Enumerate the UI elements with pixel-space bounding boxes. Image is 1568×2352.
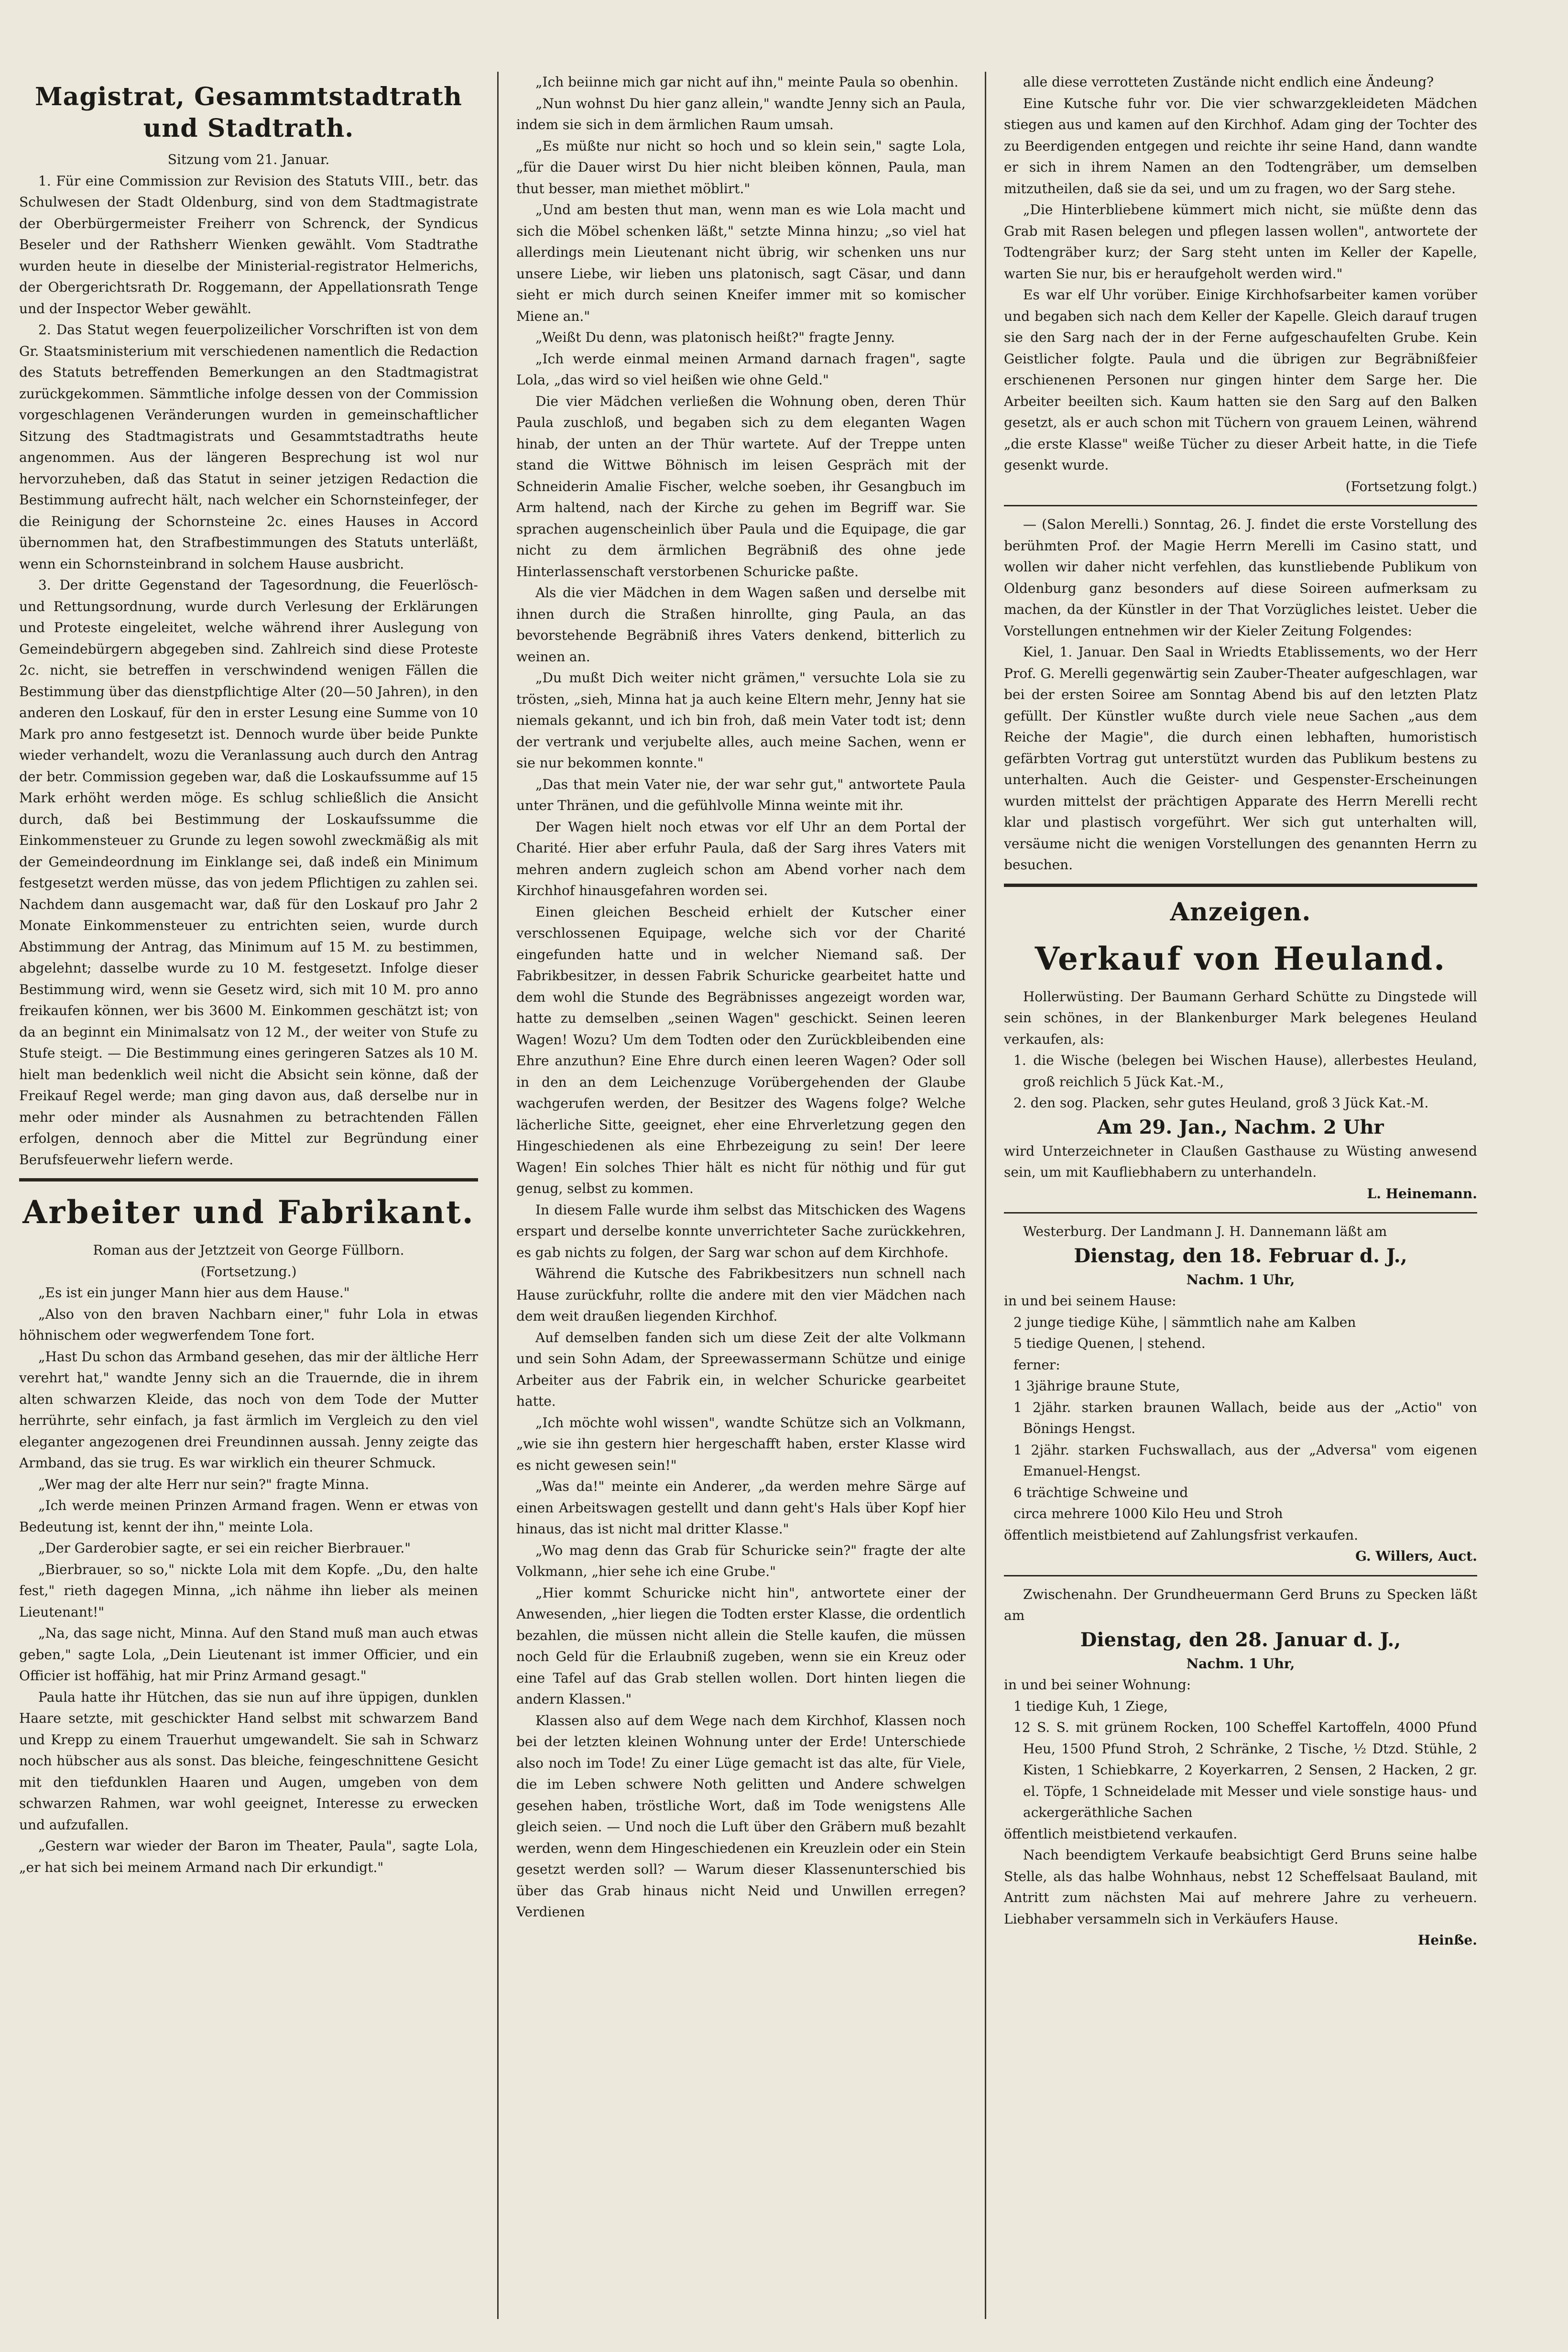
paragraph: Paula hatte ihr Hütchen, das sie nun auf ihre üppigen, dunklen Haare setzte, mit geschickter Hand selbst mit schwarzem Band und Krepp zu einem Trauerhut umgewandelt. Sie sah in Schwarz noch hübscher aus als sonst. Das bleiche, feingeschnittene Gesicht mit den tiefdunklen Haaren und Augen, umgeben von dem schwarzen Rahmen, war wohl geeignet, Interesse zu erwecken und aufzufallen. xyxy=(19,1689,478,1833)
paragraph: „Gestern war wieder der Baron im Theater, Paula", sagte Lola, „er hat sich bei meinem Armand nach Dir erkundigt." xyxy=(19,1838,478,1875)
paragraph: „Weißt Du denn, was platonisch heißt?" fragte Jenny. xyxy=(535,329,895,345)
ad-list-item: 1 tiedige Kuh, 1 Ziege, xyxy=(1013,1698,1168,1714)
novel-text-part3 xyxy=(1004,72,1477,476)
ad-westerburg-time: Nachm. 1 Uhr, xyxy=(1186,1271,1295,1288)
paragraph: „Hier kommt Schuricke nicht hin", antwortete einer der Anwesenden, „hier liegen die Todten erster Klasse, die ordentlich bezahlen, die müssen nicht allein die Stelle kaufen, die müssen noch Geld für die Erlaubniß zugeben, wenn sie ein Kreuz oder eine Tafel auf das Grab stellen wollen. Dort hinten liegen die andern Klassen." xyxy=(516,1585,966,1707)
ad-westerburg-items xyxy=(1004,1312,1477,1525)
ad-zwischenahn xyxy=(1004,1584,1477,1951)
ad-zwischenahn-body3: Nach beendigtem Verkaufe beabsichtigt Gerd Bruns seine halbe Stelle, als das halbe Wohnhaus, nebst 12 Scheffelsaat Bauland, mit Antritt zum nächsten Mai auf mehrere Jahre zu verheuern. Liebhaber versammeln sich in Verkäufers Hause. xyxy=(1004,1847,1477,1927)
ad-westerburg-body1: in und bei seinem Hause: xyxy=(1004,1293,1176,1309)
merelli-notice xyxy=(1004,514,1477,876)
newspaper-page xyxy=(19,72,1492,2319)
paragraph: Es war elf Uhr vorüber. Einige Kirchhofsarbeiter kamen vorüber und begaben sich nach dem Keller der Kapelle. Gleich darauf trugen sie den Sarg nach der in der Ferne aufgeschaufelten Grube. Kein Geistlicher folgte. Paula und die übrigen zur Begräbnißfeier erschienenen Personen nur gingen hinter dem Sarge her. Die Arbeiter beeilten sich. Kaum hatten sie den Sarg auf den Balken gesetzt, als er auch schon mit Tüchern von grauem Leinen, während „die erste Klasse" weiße Tücher zu dieser Arbeit hatte, in die Tiefe gesenkt wurde. xyxy=(1004,287,1477,473)
paragraph: „Es ist ein junger Mann hier aus dem Hause." xyxy=(38,1285,350,1301)
ad-list-item: 6 trächtige Schweine und xyxy=(1013,1484,1188,1500)
novel-continuation: (Fortsetzung.) xyxy=(200,1263,297,1280)
ad-westerburg-signature: G. Willers, Auct. xyxy=(1355,1548,1477,1564)
paragraph: „Nun wohnst Du hier ganz allein," wandte Jenny sich an Paula, indem sie sich in dem ärmlichen Raum umsah. xyxy=(516,95,966,132)
ad-list-item: 2 junge tiedige Kühe, | sämmtlich nahe am Kalben xyxy=(1013,1314,1356,1330)
heading-ads: Anzeigen. xyxy=(1170,897,1311,927)
ad-divider xyxy=(1004,1212,1477,1214)
ad-list-item: 12 S. S. mit grünem Rocken, 100 Scheffel Kartoffeln, 4000 Pfund Heu, 1500 Pfund Stroh, 2 Schränke, 2 Tische, ½ Dtzd. Stühle, 2 Kisten, 1 Schiebkarre, 2 Koyerkarren, 2 Sensen, 2 Hacken, 2 gr. el. Töpfe, 1 Schneidelade mit Messer und viele sonstige haus- und ackergeräthliche Sachen xyxy=(1013,1719,1477,1820)
ad-list-item: circa mehrere 1000 Kilo Heu und Stroh xyxy=(1013,1506,1283,1521)
ad-list-item: 1. die Wische (belegen bei Wischen Hause), allerbestes Heuland, groß reichlich 5 Jück Kat.-M., xyxy=(1013,1052,1477,1090)
paragraph: 2. Das Statut wegen feuerpolizeilicher Vorschriften ist von dem Gr. Staatsministerium mit verschiedenen namentlich die Redaction des Statuts betreffenden Bemerkungen an den Stadtmagistrat zurückgekommen. Sämmtliche infolge dessen von der Commission vorgeschlagenen Veränderungen wurden in gemeinschaftlicher Sitzung des Stadtmagistrats und Gesammtstadtraths heute angenommen. Aus der längeren Besprechung ist wol nur hervorzuheben, daß das Statut in seiner jetzigen Redaction die Bestimmung aufrecht hält, nach welcher ein Schornsteinfeger, der die Reinigung der Schornsteine 2c. eines Hauses in Accord übernommen hat, den Strafbestimmungen des Statuts unterläßt, wenn ein Schornsteinbrand in solchem Hause ausbricht. xyxy=(19,322,478,572)
ad-heuland-signature: L. Heinemann. xyxy=(1367,1185,1477,1202)
paragraph: Einen gleichen Bescheid erhielt der Kutscher einer verschlossenen Equipage, welche sich vor der Charité eingefunden hatte und in welcher Niemand saß. Der Fabrikbesitzer, in dessen Fabrik Schuricke gearbeitet hatte und dem wohl die Stunde des Begräbnisses angezeigt worden war, hatte zu demselben „seinen Wagen" geschickt. Seinen leeren Wagen! Wozu? Um dem Todten oder den Zurückbleibenden eine Ehre anzuthun? Eine Ehre durch einen leeren Wagen? Oder soll in den an dem Leichenzuge Vorübergehenden der Glaube wachgerufen werden, der Besitzer des Wagens folge? Welche lächerliche Sitte, geeignet, eher eine Ehrverletzung gegen den Hingeschiedenen als eine Ehrbezeigung zu sein! Der leere Wagen! Ein solches Thier hält es nicht für nöthig und für gut genug, selbst zu kommen. xyxy=(516,904,966,1196)
ad-list-item: 1 3jährige braune Stute, xyxy=(1013,1378,1180,1394)
ad-heuland xyxy=(1004,940,1477,1205)
heading-magistrat: Magistrat, Gesammtstadtrath und Stadtrath. xyxy=(35,82,462,143)
paragraph: 1. Für eine Commission zur Revision des Statuts VIII., betr. das Schulwesen der Stadt Oldenburg, sind von dem Stadtmagistrate der Oberbürgermeister Freiherr von Schrenck, der Syndicus Beseler und der Rathsherr Wienken gewählt. Vom Stadtrathe wurden heute in dieselbe der Ministerial-registrator Helmerichs, der Obergerichtsrath Dr. Roggemann, der Appellationsrath Tenge und der Inspector Weber gewählt. xyxy=(19,173,478,317)
paragraph: „Was da!" meinte ein Anderer, „da werden mehre Särge auf einen Arbeitswagen gestellt und dann geht's Hals über Kopf hier hinaus, das ist nicht mal dritter Klasse." xyxy=(516,1478,966,1537)
paragraph: „Das that mein Vater nie, der war sehr gut," antwortete Paula unter Thränen, und die gefühlvolle Minna weinte mit ihr. xyxy=(516,776,966,813)
novel-subtitle: Roman aus der Jetztzeit von George Füllborn. xyxy=(93,1242,404,1258)
paragraph: „Wer mag der alte Herr nur sein?" fragte Minna. xyxy=(38,1476,370,1492)
paragraph: „Ich möchte wohl wissen", wandte Schütze sich an Volkmann, „wie sie ihn gestern hier hergeschafft haben, erster Klasse wird es nicht gewesen sein!" xyxy=(516,1414,966,1473)
section-divider xyxy=(1004,505,1477,506)
ad-zwischenahn-time: Nachm. 1 Uhr, xyxy=(1186,1655,1295,1672)
continuation-note: (Fortsetzung folgt.) xyxy=(1345,478,1477,494)
paragraph: Klassen also auf dem Wege nach dem Kirchhof, Klassen noch bei der letzten kleinen Wohnung unter der Erde! Unterschiede also noch im Tode! Zu einer Lüge gemacht ist das alte, für Viele, die im Leben schwere Noth gelitten und Andere schwelgen gesehen haben, tröstliche Wort, daß im Tode wenigstens Alle gleich seien. — Und noch die Luft über den Gräbern muß bezahlt werden, wenn dem Hingeschiedenen ein Kreuzlein oder ein Stein gesetzt werden soll? — Warum dieser Klassenunterschied bis über das Grab hinaus nicht Neid und Unwillen erregen? Verdienen xyxy=(516,1712,966,1920)
ad-westerburg-intro: Westerburg. Der Landmann J. H. Dannemann läßt am xyxy=(1023,1224,1387,1239)
paragraph: „Ich werde einmal meinen Armand darnach fragen", sagte Lola, „das wird so viel heißen wie ohne Geld." xyxy=(516,350,966,388)
paragraph: Als die vier Mädchen in dem Wagen saßen und derselbe mit ihnen durch die Straßen hinrollte, ging Paula, an das bevorstehende Begräbniß ihres Vaters denkend, bitterlich zu weinen an. xyxy=(516,585,966,665)
ad-westerburg-date: Dienstag, den 18. Februar d. J., xyxy=(1074,1244,1407,1267)
ad-westerburg xyxy=(1004,1221,1477,1567)
column-rule xyxy=(985,72,986,2319)
section-divider xyxy=(19,1178,478,1181)
ad-heuland-title: Verkauf von Heuland. xyxy=(1034,940,1447,977)
paragraph: „Also von den braven Nachbarn einer," fuhr Lola in etwas höhnischem oder wegwerfendem Tone fort. xyxy=(19,1306,478,1343)
paragraph: „Na, das sage nicht, Minna. Auf den Stand muß man auch etwas geben," sagte Lola, „Dein Lieutenant ist immer Officier, und ein Officier ist hoffähig, hat mir Prinz Armand gesagt." xyxy=(19,1625,478,1684)
ad-zwischenahn-body1: in und bei seiner Wohnung: xyxy=(1004,1677,1191,1693)
ad-divider xyxy=(1004,1575,1477,1576)
ad-zwischenahn-items xyxy=(1004,1696,1477,1824)
paragraph: „Du mußt Dich weiter nicht grämen," versuchte Lola sie zu trösten, „sieh, Minna hat ja auch keine Eltern mehr, Jenny hat sie niemals gekannt, und ich bin froh, daß mein Vater todt ist; denn der vertrank und verjubelte alles, auch meine Sachen, wenn er sie nur bekommen konnte." xyxy=(516,670,966,771)
paragraph: „Die Hinterbliebene kümmert mich nicht, sie müßte denn das Grab mit Rasen belegen und pflegen lassen wollen", antwortete der Todtengräber kurz; der Sarg steht unten im Keller der Kapelle, warten Sie nur, bis er heraufgeholt werden wird." xyxy=(1004,202,1477,282)
ad-list-item: 2. den sog. Placken, sehr gutes Heuland, groß 3 Jück Kat.-M. xyxy=(1013,1095,1429,1111)
ad-list-item: 5 tiedige Quenen, | stehend. xyxy=(1013,1335,1206,1351)
ad-heuland-date: Am 29. Jan., Nachm. 2 Uhr xyxy=(1097,1116,1384,1138)
paragraph: „Wo mag denn das Grab für Schuricke sein?" fragte der alte Volkmann, „hier sehe ich eine Grube." xyxy=(516,1542,966,1579)
session-date: Sitzung vom 21. Januar. xyxy=(167,152,330,167)
magistrat-report xyxy=(19,171,478,1171)
column-rule xyxy=(497,72,499,2319)
section-divider xyxy=(1004,884,1477,887)
ad-heuland-items xyxy=(1004,1050,1477,1114)
novel-text-part2 xyxy=(516,72,966,1923)
paragraph: Kiel, 1. Januar. Den Saal in Wriedts Etablissements, wo der Herr Prof. G. Merelli gegenwärtig sein Zauber-Theater aufgeschlagen, war bei der ersten Soiree am Sonntag Abend bis auf den letzten Platz gefüllt. Der Künstler wußte durch viele neue Sachen „aus dem Reiche der Magie", die durch einen lebhaften, humoristisch gefärbten Vortrag gut unterstützt wurden das Publikum bestens zu unterhalten. Auch die Geister- und Gespenster-Erscheinungen wurden mittelst der prächtigen Apparate des Herrn Merelli recht klar und plastisch vorgeführt. Wer sich gut unterhalten will, versäume nicht die wenigen Vorstellungen des genannten Herrn zu besuchen. xyxy=(1004,644,1477,873)
ad-zwischenahn-intro: Zwischenahn. Der Grundheuermann Gerd Bruns zu Specken läßt am xyxy=(1004,1586,1477,1623)
ad-list-item: ferner: xyxy=(1013,1357,1060,1373)
ad-list-item: 1 2jähr. starken Fuchswallach, aus der „Adversa" vom eigenen Emanuel-Hengst. xyxy=(1013,1442,1477,1479)
paragraph: Während die Kutsche des Fabrikbesitzers nun schnell nach Hause zurückfuhr, rollte die andere mit den vier Mädchen nach dem weit draußen liegenden Kirchhof. xyxy=(516,1266,966,1324)
heading-novel: Arbeiter und Fabrikant. xyxy=(22,1193,475,1231)
paragraph: „Bierbrauer, so so," nickte Lola mit dem Kopfe. „Du, den halte fest," rieth dagegen Minna, „ich nähme ihn lieber als meinen Lieutenant!" xyxy=(19,1561,478,1620)
paragraph: — (Salon Merelli.) Sonntag, 26. J. findet die erste Vorstellung des berühmten Prof. der Magie Herrn Merelli im Casino statt, und wollen wir daher nicht verfehlen, das kunstliebende Publikum von Oldenburg ganz besonders auf diese Soireen aufmerksam zu machen, da der Künstler in der That Vorzügliches leistet. Ueber die Vorstellungen entnehmen wir der Kieler Zeitung Folgendes: xyxy=(1004,516,1477,639)
paragraph: In diesem Falle wurde ihm selbst das Mitschicken des Wagens erspart und derselbe konnte unverrichteter Sache zurückkehren, es gab nichts zu folgen, der Sarg war schon auf dem Kirchhofe. xyxy=(516,1202,966,1260)
paragraph: „Hast Du schon das Armband gesehen, das mir der ältliche Herr verehrt hat," wandte Jenny sich an die Trauernde, die in ihrem alten schwarzen Kleide, das noch von dem Tode der Mutter herrührte, sehr einfach, ja fast ärmlich im Vergleich zu den viel eleganter angezogenen drei Freundinnen aussah. Jenny zeigte das Armband, das sie trug. Es war wirklich ein theurer Schmuck. xyxy=(19,1348,478,1471)
paragraph: alle diese verrotteten Zustände nicht endlich eine Ändeung? xyxy=(1023,74,1434,90)
ad-list-item: 1 2jähr. starken braunen Wallach, beide aus der „Actio" von Bönings Hengst. xyxy=(1013,1399,1477,1436)
column-right xyxy=(1004,72,1477,2319)
column-left xyxy=(19,72,478,2319)
paragraph: „Es müßte nur nicht so hoch und so klein sein," sagte Lola, „für die Dauer wirst Du hier nicht bleiben können, Paula, man thut besser, man miethet möblirt." xyxy=(516,138,966,197)
paragraph: Auf demselben fanden sich um diese Zeit der alte Volkmann und sein Sohn Adam, der Spreewassermann Schütze und einige Arbeiter aus der Fabrik ein, in welcher Schuricke gearbeitet hatte. xyxy=(516,1329,966,1409)
novel-text-part1 xyxy=(19,1282,478,1878)
ad-heuland-body: wird Unterzeichneter in Claußen Gasthause zu Wüsting anwesend sein, um mit Kaufliebhabern zu unterhandeln. xyxy=(1004,1143,1477,1180)
paragraph: „Ich werde meinen Prinzen Armand fragen. Wenn er etwas von Bedeutung ist, kennt der ihn," meinte Lola. xyxy=(19,1498,478,1535)
ad-zwischenahn-date: Dienstag, den 28. Januar d. J., xyxy=(1080,1628,1401,1651)
ad-westerburg-body2: öffentlich meistbietend auf Zahlungsfrist verkaufen. xyxy=(1004,1527,1359,1543)
paragraph: „Ich beiinne mich gar nicht auf ihn," meinte Paula so obenhin. xyxy=(535,74,958,90)
paragraph: Eine Kutsche fuhr vor. Die vier schwarzgekleideten Mädchen stiegen aus und kamen auf den Kirchhof. Adam ging der Tochter des zu Beerdigenden entgegen und reichte ihr seine Hand, dann wandte er sich in ihrem Namen an den Todtengräber, um demselben mitzutheilen, daß sie da sei, und um zu fragen, wo der Sarg stehe. xyxy=(1004,95,1477,197)
ad-zwischenahn-body2: öffentlich meistbietend verkaufen. xyxy=(1004,1826,1238,1842)
column-middle xyxy=(516,72,966,2319)
paragraph: „Der Garderobier sagte, er sei ein reicher Bierbrauer." xyxy=(38,1540,411,1556)
ad-heuland-intro: Hollerwüsting. Der Baumann Gerhard Schütte zu Dingstede will sein schönes, in der Blankenburger Mark belegenes Heuland verkaufen, als: xyxy=(1004,988,1477,1047)
paragraph: „Und am besten thut man, wenn man es wie Lola macht und sich die Möbel schenken läßt," setzte Minna hinzu; „so viel hat allerdings mein Lieutenant nicht übrig, wir schenken uns nur unsere Liebe, wir lieben uns platonisch, sagt Cäsar, und dann sieht er mich durch seinen Kneifer immer mit so komischer Miene an." xyxy=(516,202,966,324)
paragraph: 3. Der dritte Gegenstand der Tagesordnung, die Feuerlösch- und Rettungsordnung, wurde durch Verlesung der Erklärungen und Proteste eingeleitet, welche während ihrer Auslegung von Gemeindebürgern abgegeben sind. Zahlreich sind diese Proteste 2c. nicht, sie betreffen in verschwindend wenigen Fällen die Bestimmung über das dienstpflichtige Alter (20—50 Jahren), in den anderen den Loskauf, für den in erster Lesung eine Summe von 10 Mark pro anno festgesetzt ist. Dennoch wurde über beide Punkte wieder verhandelt, wozu die Veranlassung auch durch den Antrag der betr. Commission gegeben war, daß die Loskaufssumme auf 15 Mark erhöht werden möge. Es schlug schließlich die Ansicht durch, daß bei Bestimmung der Loskaufssumme die Einkommensteuer zu Grunde zu legen sowohl zweckmäßig als mit der Gemeindeordnung im Einklange sei, daß indeß ein Minimum festgesetzt werden müsse, das von jedem Pflichtigen zu zahlen sei. Nachdem dann ausgemacht war, daß für den Loskauf pro Jahr 2 Monate Einkommensteuer zu entrichten seien, wurde durch Abstimmung der Antrag, das Minimum auf 15 M. zu bestimmen, abgelehnt; dasselbe wurde zu 10 M. festgesetzt. Infolge dieser Bestimmung wird, wenn sie Gesetz wird, sich mit 10 M. pro anno freikaufen können, wer bis 3600 M. Einkommen geschätzt ist; von da an beginnt ein Minimalsatz von 12 M., der weiter von Stufe zu Stufe steigt. — Die Bestimmung eines geringeren Satzes als 10 M. hielt man bedenklich weil nicht die Absicht sein könne, daß der Freikauf Regel werde; man ging davon aus, daß derselbe nur in mehr oder minder als Ausnahmen zu betrachtenden Fällen erfolgen, dennoch aber die Mittel zur Begründung einer Berufsfeuerwehr liefern werde. xyxy=(19,577,478,1168)
paragraph: Der Wagen hielt noch etwas vor elf Uhr an dem Portal der Charité. Hier aber erfuhr Paula, daß der Sarg ihres Vaters mit mehren andern zugleich schon am Abend vorher nach dem Kirchhof hinausgefahren worden sei. xyxy=(516,819,966,898)
paragraph: Die vier Mädchen verließen die Wohnung oben, deren Thür Paula zuschloß, und begaben sich zu dem eleganten Wagen hinab, der unten an der Thür wartete. Auf der Treppe unten stand die Wittwe Böhnisch im leisen Gespräch mit der Schneiderin Amalie Fischer, welche soeben, ihr Gesangbuch im Arm haltend, nach der Kirche zu gehen im Begriff war. Sie sprachen augenscheinlich über Paula und die Equipage, die gar nicht zu dem ärmlichen Begräbniß des ohne jede Hinterlassenschaft verstorbenen Schuricke paßte. xyxy=(516,393,966,580)
ad-zwischenahn-signature: Heinße. xyxy=(1417,1932,1477,1948)
